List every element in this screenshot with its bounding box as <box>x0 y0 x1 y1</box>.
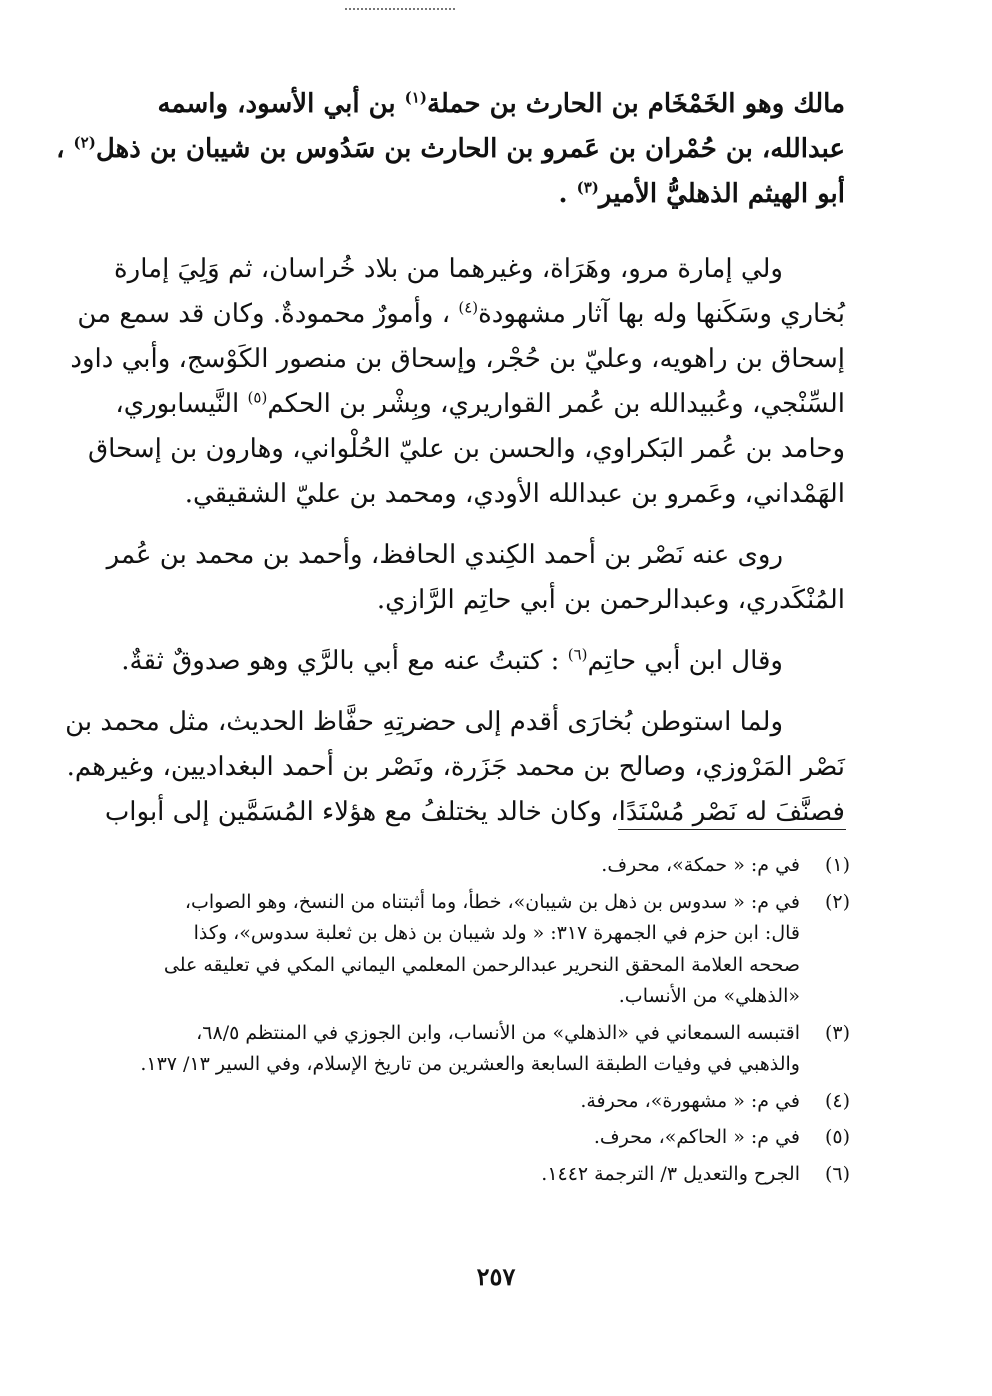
text-line: أبو الهيثم الذهليُّ الأمير$^{(٣)}$ . <box>558 178 845 209</box>
footnote <box>150 887 850 1013</box>
text-line: فصنَّفَ له نَصْر مُسْنَدًا، وكان خالد يختلفُ مع هؤلاء المُسَمَّين إلى أبواب <box>104 797 845 827</box>
paragraph-heading <box>56 82 845 217</box>
footnote-text: في م: « سدوس بن ذهل بن شيبان»، خطأ، وما أثبتناه من النسخ، وهو الصواب، قال: ابن حزم في الجمهرة ٣١٧: « ولد شيبان بن ذهل بن ثعلبة سدوس»، وكذا صححه العلامة المحقق النحرير عبدالرحمن المعلمي اليماني المكي في تعليقه على «الذهلي» من الأنساب. <box>163 890 800 1007</box>
footnote-divider <box>618 829 846 830</box>
text-line: وقال ابن أبي حاتِم$^{(٦)}$ : كتبتُ عنه مع أبي بالرَّي وهو صدوقٌ ثقةٌ. <box>121 645 783 676</box>
footnote-ref[interactable]: (٤) <box>458 298 479 317</box>
text-line: مالك وهو الخَمْخَام بن الحارث بن حملة$^{(١)}$ بن أبي الأسود، واسمه <box>157 88 845 119</box>
text-line: وحامد بن عُمر البَكراوي، والحسن بن عليّ الحُلْواني، وهارون بن إسحاق <box>88 434 845 464</box>
paragraph-narrators <box>106 533 845 623</box>
paragraph-quote <box>121 639 845 684</box>
footnote-ref[interactable]: (٣) <box>576 178 599 197</box>
text-line: إسحاق بن راهويه، وعليّ بن حُجْر، وإسحاق بن منصور الكَوْسج، وأبي داود <box>70 344 845 374</box>
footnote <box>150 1122 850 1154</box>
text-line: السِّنْجي، وعُبيدالله بن عُمر القواريري، وبِشْر بن الحكم$^{(٥)}$ النَّيسابوري، <box>115 388 845 419</box>
text-line: عبدالله، بن حُمْران بن عَمرو بن الحارث بن سَدُوس بن شيبان بن ذهل$^{(٢)}$ ، <box>56 133 845 164</box>
text-line: روى عنه نَصْر بن أحمد الكِندي الحافظ، وأحمد بن محمد بن عُمر <box>106 540 783 570</box>
footnotes <box>140 850 850 1195</box>
footnote <box>140 1018 850 1081</box>
footnote-number: (٥) <box>824 1126 850 1148</box>
text-line: الهَمْداني، وعَمرو بن عبدالله الأودي، ومحمد بن عليّ الشقيقي. <box>184 479 845 509</box>
footnote-text: في م: « مشهورة»، محرفة. <box>580 1089 800 1112</box>
paragraph-biography <box>70 247 845 517</box>
text-line: نَصْر المَرْوزي، وصالح بن محمد جَزَرة، ونَصْر بن أحمد البغداديين، وغيرهم. <box>66 752 845 782</box>
footnote-text: في م: « حمكة»، محرف. <box>601 854 800 876</box>
footnote-text: اقتبسه السمعاني في «الذهلي» من الأنساب، وابن الجوزي في المنتظم ٦٨/٥، والذهبي في وفيات الطبقة السابعة والعشرين من تاريخ الإسلام، وفي السير ١٣/ ١٣٧. <box>140 1021 800 1075</box>
footnote-number: (١) <box>824 854 850 876</box>
footnote-ref[interactable]: (٥) <box>247 388 268 407</box>
footnote-ref[interactable]: (٦) <box>567 645 588 664</box>
footnote-text: في م: « الحاكم»، محرف. <box>593 1126 800 1148</box>
footnote-number: (٣) <box>824 1021 850 1044</box>
paragraph-bukhara <box>65 700 845 835</box>
top-scan-artifact <box>345 0 455 10</box>
footnote-number: (٢) <box>824 890 850 913</box>
footnote <box>150 1086 850 1118</box>
footnote-ref[interactable]: (٢) <box>73 133 96 152</box>
text-line: بُخاري وسَكَنها وله بها آثار مشهودة$^{(٤)}$ ، وأمورٌ محمودةٌ. وكان قد سمع من <box>77 298 845 329</box>
footnote-ref[interactable]: (١) <box>404 88 427 107</box>
footnote-text: الجرح والتعديل ٣/ الترجمة ١٤٤٢. <box>541 1162 800 1185</box>
footnote-number: (٤) <box>824 1089 850 1112</box>
footnote <box>150 1159 850 1191</box>
footnote <box>150 850 850 882</box>
page-number: ٢٥٧ <box>476 1262 516 1291</box>
text-line: ولي إمارة مرو، وهَرَاة، وغيرهما من بلاد خُراسان، ثم وَلِيَ إمارة <box>114 254 783 284</box>
text-line: المُنْكَدري، وعبدالرحمن بن أبي حاتِم الرَّازي. <box>376 585 845 615</box>
text-line: ولما استوطن بُخارَى أقدم إلى حضرتِهِ حفَّاظ الحديث، مثل محمد بن <box>65 707 783 737</box>
footnote-number: (٦) <box>824 1162 850 1185</box>
main-text <box>56 82 845 835</box>
